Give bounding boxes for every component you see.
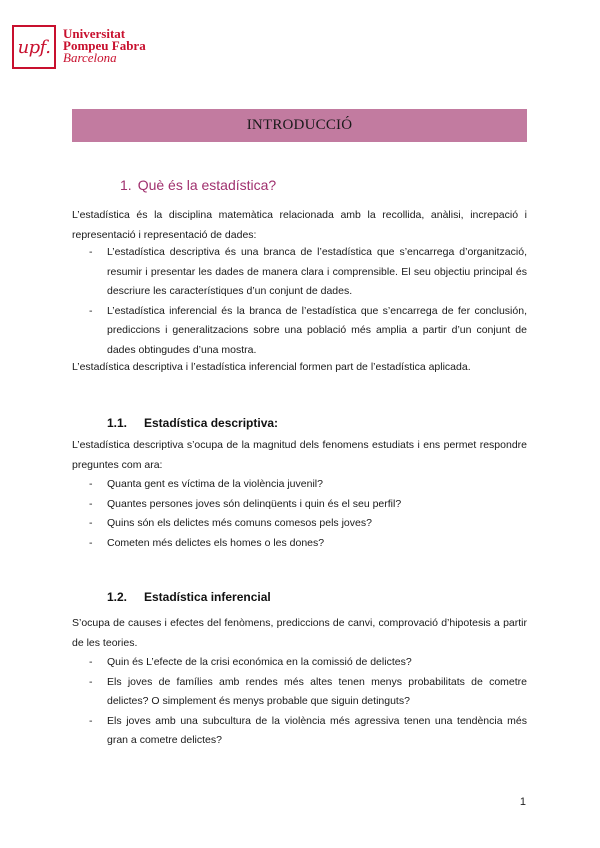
section-1-closing: L’estadística descriptiva i l’estadística inferencial formen part de l’estadística aplicada. — [72, 361, 471, 373]
section-banner — [72, 109, 527, 142]
list-item: - L’estadística inferencial és la branca de l’estadística que s’encarrega de fer conclusión, prediccions i generalitzacions sobre una població més amplia a partir d’un conjunt de dades obtingudes d’una mostra. — [89, 304, 527, 356]
section-1-2-heading — [107, 590, 271, 604]
section-1-2-number: 1.2. — [107, 590, 128, 604]
section-1-intro: L’estadística és la disciplina matemàtica relacionada amb la recollida, anàlisi, increpació i representació i representació de dades: — [72, 209, 527, 241]
list-item: - Els joves de famílies amb rendes més altes tenen menys probabilitats de cometre delictes? O simplement és menys probable que siguin detinguts? — [89, 675, 527, 707]
logo-text — [63, 25, 146, 64]
section-1-1-heading — [107, 416, 278, 430]
list-item: - L’estadística descriptiva és una branca de l’estadística que s’encarrega d’organització, resumir i presentar les dades de manera clara i comprensible. El seu objectiu principal és descriure les característiques d’un conjunt de dades. — [89, 246, 527, 297]
logo-line-2: Pompeu Fabra — [63, 38, 146, 53]
section-1-1-title: Estadística descriptiva: — [144, 416, 279, 430]
banner-title: INTRODUCCIÓ — [246, 117, 353, 133]
section-1-title: Què és la estadística? — [137, 177, 277, 193]
logo-line-3: Barcelona — [63, 50, 117, 65]
section-1-2-list — [72, 653, 527, 751]
logo-mark-text: upf. — [17, 36, 51, 58]
section-1-1-list — [72, 475, 527, 553]
page-number: 1 — [519, 796, 526, 808]
section-1-2-intro: S’ocupa de causes i efectes del fenòmens, prediccions de canvi, comprovació d’hipotesis a partir de les teories. — [72, 617, 527, 649]
list-item: - Quantes persones joves són delinqüents i quin és el seu perfil? — [89, 497, 402, 510]
section-1-1-intro: L’estadística descriptiva s’ocupa de la magnitud dels fenomens estudiats i ens permet respondre preguntes com ara: — [72, 439, 527, 471]
upf-logo-mark — [12, 25, 56, 69]
section-1-list — [72, 243, 527, 360]
section-1-number: 1. — [120, 177, 132, 193]
list-item: - Cometen més delictes els homes o les dones? — [89, 536, 325, 549]
list-item: - Quins són els delictes més comuns comesos pels joves? — [89, 517, 372, 529]
list-item: - Els joves amb una subcultura de la violència més agressiva tenen una tendència més gran a cometre delictes? — [89, 714, 527, 746]
list-item: - Quanta gent es víctima de la violència juvenil? — [89, 478, 323, 490]
section-1-heading — [120, 177, 276, 193]
section-1-1-number: 1.1. — [107, 416, 128, 430]
section-1-2-title: Estadística inferencial — [144, 590, 271, 604]
list-item: - Quin és L’efecte de la crisi económica en la comissió de delictes? — [89, 656, 412, 668]
logo-line-1: Universitat — [63, 26, 126, 41]
university-logo — [12, 25, 146, 73]
